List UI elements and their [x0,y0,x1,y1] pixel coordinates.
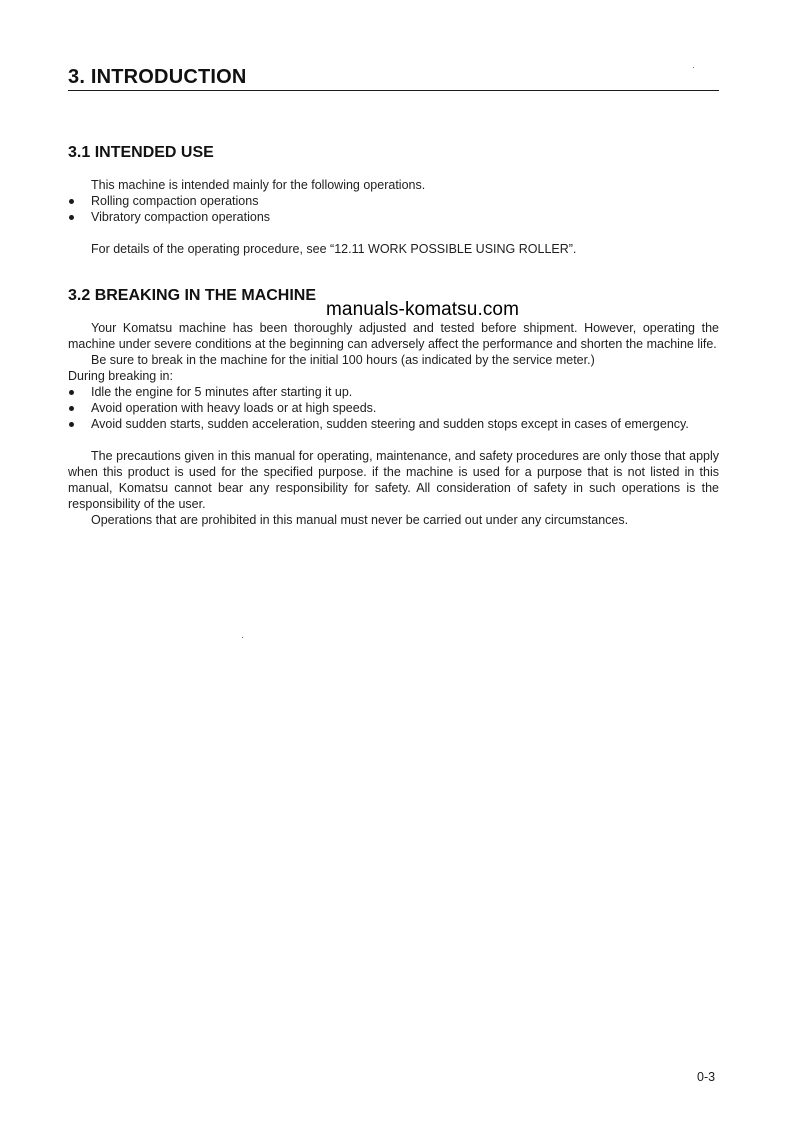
intended-use-details: For details of the operating procedure, see “12.11 WORK POSSIBLE USING ROLLER”. [91,242,577,256]
precautions-paragraph: The precautions given in this manual for operating, maintenance, and safety procedures are only those that apply when this product is used for the specified purpose. if the machine is used for a purpose that is not listed in this manual, Komatsu cannot bear any responsibility for safety. All consideration of safety in such operations is the responsibility of the user. [68,449,719,511]
list-item-text: Avoid operation with heavy loads or at high speeds. [91,401,377,415]
list-item-text: Vibratory compaction operations [91,210,271,224]
list-item [68,384,719,400]
intended-use-intro: This machine is intended mainly for the following operations. [91,178,426,192]
scan-speck [693,67,694,68]
list-item-text: Idle the engine for 5 minutes after starting it up. [91,385,353,399]
section-breaking-in [68,286,719,528]
spacer [68,432,719,448]
bullet-icon [69,422,74,427]
intended-use-body [68,177,719,257]
breaking-in-para-1: Your Komatsu machine has been thoroughly adjusted and tested before shipment. However, operating the machine under severe conditions at the beginning can adversely affect the performance and shorten the machine life. [68,321,719,351]
list-item-text: Rolling compaction operations [91,194,259,208]
bullet-icon [69,390,74,395]
list-item [68,209,719,225]
chapter-title-rule [68,90,719,91]
watermark-text: manuals-komatsu.com [326,299,520,320]
section-intended-use [68,143,719,257]
section-title-intended-use: 3.1 INTENDED USE [68,144,214,161]
list-item [68,400,719,416]
spacer [68,225,719,241]
intended-use-list [68,193,719,225]
scan-speck [242,637,243,638]
breaking-in-list [68,384,719,432]
list-item [68,193,719,209]
list-item-text: Avoid sudden starts, sudden acceleration, sudden steering and sudden stops except in cases of emergency. [91,417,689,431]
bullet-icon [69,199,74,204]
breaking-in-body [68,320,719,528]
breaking-in-para-3: During breaking in: [68,369,173,383]
list-item [68,416,719,432]
page-number: 0-3 [697,1070,716,1084]
prohibited-paragraph: Operations that are prohibited in this manual must never be carried out under any circumstances. [91,513,629,527]
section-title-breaking-in: 3.2 BREAKING IN THE MACHINE [68,287,317,304]
breaking-in-para-2: Be sure to break in the machine for the initial 100 hours (as indicated by the service meter.) [91,353,595,367]
bullet-icon [69,215,74,220]
bullet-icon [69,406,74,411]
chapter-title: 3. INTRODUCTION [68,66,247,88]
